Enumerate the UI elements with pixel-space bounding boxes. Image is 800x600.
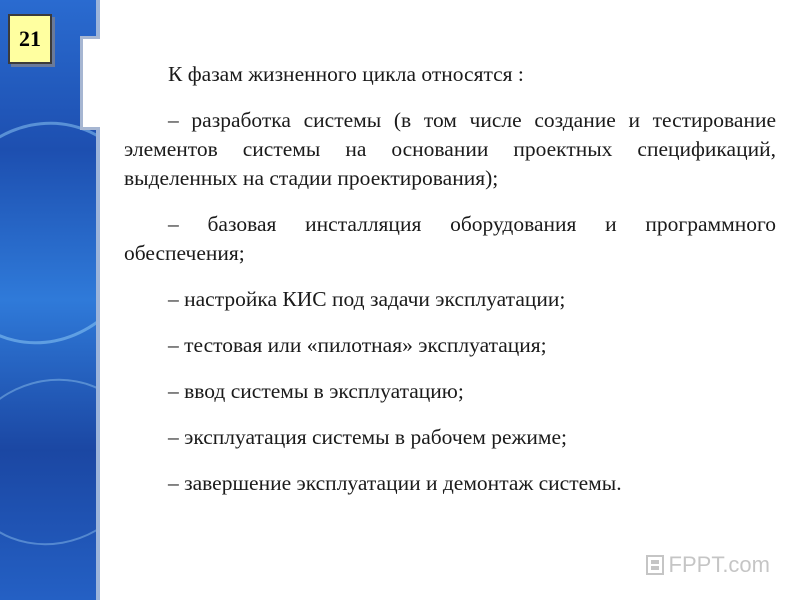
list-item: – тестовая или «пилотная» эксплуатация; — [168, 333, 547, 357]
slide-heading: К фазам жизненного цикла относятся : — [168, 62, 524, 86]
list-item: – разработка системы (в том числе создание и тестирование элементов системы на основании проектных спецификаций, выделенных на стадии проектирования); — [124, 108, 776, 190]
frame-accent — [80, 36, 100, 130]
watermark-text: FPPT.com — [668, 552, 770, 577]
slide-content — [124, 60, 776, 515]
list-item: – ввод системы в эксплуатацию; — [168, 379, 464, 403]
list-item: – эксплуатация системы в рабочем режиме; — [168, 425, 567, 449]
list-item: – завершение эксплуатации и демонтаж системы. — [168, 471, 622, 495]
list-item: – настройка КИС под задачи эксплуатации; — [168, 287, 566, 311]
watermark — [645, 552, 770, 578]
watermark-logo-icon — [645, 554, 665, 576]
list-item: – базовая инсталляция оборудования и программного обеспечения; — [124, 212, 776, 265]
slide-number-badge: 21 — [8, 14, 52, 64]
